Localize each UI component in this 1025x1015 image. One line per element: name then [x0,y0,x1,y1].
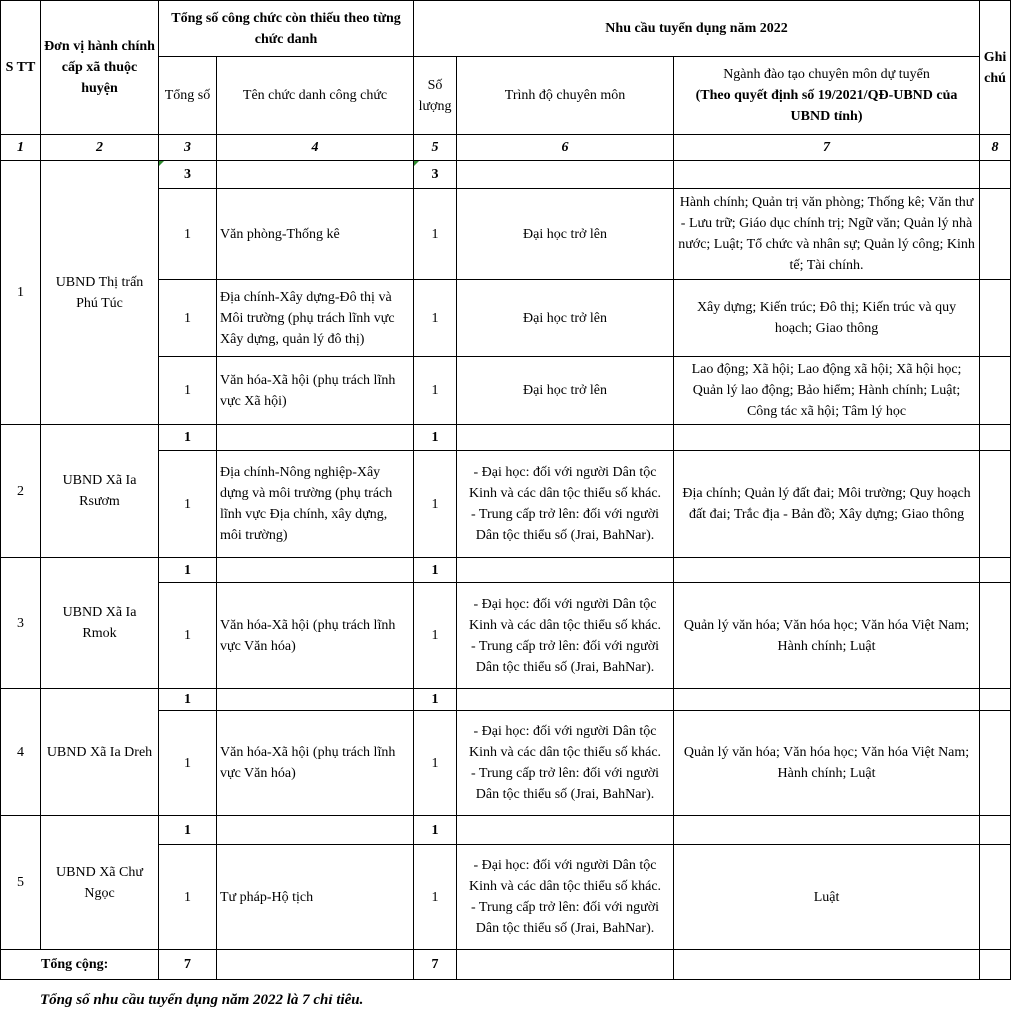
unit-stt: 2 [1,425,41,558]
position-count: 1 [159,189,217,280]
position-qualification: Đại học trở lên [457,357,674,425]
header-position-name: Tên chức danh công chức [217,57,414,135]
header-shortage-group: Tổng số công chức còn thiếu theo từng chức danh [159,1,414,57]
unit-total: 1 [159,558,217,583]
position-major: Luật [674,845,980,950]
empty-cell [457,558,674,583]
unit-total: 3 [159,161,217,189]
position-major: Hành chính; Quản trị văn phòng; Thống kê; Văn thư - Lưu trữ; Giáo dục chính trị; Ngữ văn; Quản lý nhà nước; Luật; Tổ chức và nhân sự; Quản lý công; Kinh tế; Tài chính. [674,189,980,280]
unit-stt: 5 [1,816,41,950]
col-number: 7 [674,135,980,161]
position-name: Địa chính-Xây dựng-Đô thị và Môi trường (phụ trách lĩnh vực Xây dựng, quản lý đô thị) [217,280,414,357]
empty-cell [980,425,1011,451]
totals-label: Tổng cộng: [1,950,159,980]
position-qty: 1 [414,357,457,425]
position-name: Địa chính-Nông nghiệp-Xây dựng và môi trường (phụ trách lĩnh vực Địa chính, xây dựng, môi trường) [217,451,414,558]
empty-cell [980,689,1011,711]
position-count: 1 [159,583,217,689]
empty-cell [674,161,980,189]
empty-cell [980,189,1011,280]
unit-total: 1 [159,816,217,845]
footnote: Tổng số nhu cầu tuyển dụng năm 2022 là 7 chỉ tiêu. [40,992,364,1008]
unit-qty-total: 1 [414,425,457,451]
position-qty: 1 [414,845,457,950]
empty-cell [217,425,414,451]
position-count: 1 [159,280,217,357]
qualification-university: - Đại học: đối với người Dân tộc Kinh và các dân tộc thiểu số khác. [468,724,662,760]
position-qualification: Đại học trở lên [457,189,674,280]
empty-cell [980,845,1011,950]
qualification-intermediate: - Trung cấp trở lên: đối với người Dân tộc thiểu số (Jrai, BahNar). [470,638,660,675]
empty-cell [457,161,674,189]
empty-cell [980,280,1011,357]
position-name: Văn hóa-Xã hội (phụ trách lĩnh vực Văn hóa) [217,583,414,689]
position-major: Quản lý văn hóa; Văn hóa học; Văn hóa Việt Nam; Hành chính; Luật [674,583,980,689]
empty-cell [980,816,1011,845]
position-qualification [457,451,674,558]
position-name: Văn hóa-Xã hội (phụ trách lĩnh vực Xã hội) [217,357,414,425]
empty-cell [674,425,980,451]
empty-cell [980,451,1011,558]
empty-cell [980,583,1011,689]
qualification-university: - Đại học: đối với người Dân tộc Kinh và các dân tộc thiểu số khác. [468,596,662,633]
position-major: Địa chính; Quản lý đất đai; Môi trường; Quy hoạch đất đai; Trắc địa - Bản đồ; Xây dựng; Giao thông [674,451,980,558]
position-name: Văn hóa-Xã hội (phụ trách lĩnh vực Văn hóa) [217,711,414,816]
position-count: 1 [159,357,217,425]
unit-stt: 4 [1,689,41,816]
empty-cell [674,816,980,845]
empty-cell [217,950,414,980]
totals-qty: 7 [414,950,457,980]
empty-cell [217,816,414,845]
unit-name: UBND Xã Ia Rsươm [41,425,159,558]
position-name: Văn phòng-Thống kê [217,189,414,280]
header-demand-group: Nhu cầu tuyển dụng năm 2022 [414,1,980,57]
col-number: 1 [1,135,41,161]
position-qty: 1 [414,189,457,280]
position-qty: 1 [414,711,457,816]
empty-cell [980,950,1011,980]
unit-name: UBND Thị trấn Phú Túc [41,161,159,425]
qualification-university: - Đại học: đối với người Dân tộc Kinh và các dân tộc thiểu số khác. [468,858,662,894]
qualification-intermediate: - Trung cấp trở lên: đối với người Dân tộc thiểu số (Jrai, BahNar). [470,766,660,802]
empty-cell [674,689,980,711]
position-name: Tư pháp-Hộ tịch [217,845,414,950]
position-count: 1 [159,845,217,950]
position-qualification [457,845,674,950]
unit-stt: 3 [1,558,41,689]
qualification-intermediate: - Trung cấp trở lên: đối với người Dân tộc thiểu số (Jrai, BahNar). [470,900,660,936]
empty-cell [217,689,414,711]
unit-total: 1 [159,689,217,711]
empty-cell [980,161,1011,189]
col-number: 5 [414,135,457,161]
header-unit: Đơn vị hành chính cấp xã thuộc huyện [41,1,159,135]
empty-cell [217,161,414,189]
unit-qty-total: 3 [414,161,457,189]
empty-cell [980,357,1011,425]
totals-total: 7 [159,950,217,980]
col-number: 4 [217,135,414,161]
header-major-title: Ngành đào tạo chuyên môn dự tuyển [723,67,930,82]
position-major: Lao động; Xã hội; Lao động xã hội; Xã hội học; Quản lý lao động; Bảo hiểm; Hành chính; Luật; Công tác xã hội; Tâm lý học [674,357,980,425]
col-number: 3 [159,135,217,161]
position-count: 1 [159,711,217,816]
header-quantity: Số lượng [414,57,457,135]
position-count: 1 [159,451,217,558]
position-qualification: Đại học trở lên [457,280,674,357]
empty-cell [457,816,674,845]
unit-name: UBND Xã Ia Rmok [41,558,159,689]
unit-qty-total: 1 [414,689,457,711]
empty-cell [980,558,1011,583]
col-number: 2 [41,135,159,161]
empty-cell [457,950,674,980]
position-qualification [457,711,674,816]
unit-name: UBND Xã Chư Ngọc [41,816,159,950]
unit-qty-total: 1 [414,558,457,583]
header-stt: S TT [1,1,41,135]
empty-cell [457,689,674,711]
empty-cell [674,558,980,583]
position-qty: 1 [414,280,457,357]
header-qualification: Trình độ chuyên môn [457,57,674,135]
position-major: Xây dựng; Kiến trúc; Đô thị; Kiến trúc và quy hoạch; Giao thông [674,280,980,357]
header-note: Ghi chú [980,1,1011,135]
unit-name: UBND Xã Ia Dreh [41,689,159,816]
header-major-decision: (Theo quyết định số 19/2021/QĐ-UBND của UBND tỉnh) [695,88,958,124]
position-qty: 1 [414,583,457,689]
col-number: 6 [457,135,674,161]
header-total: Tổng số [159,57,217,135]
col-number: 8 [980,135,1011,161]
header-major [674,57,980,135]
unit-qty-total: 1 [414,816,457,845]
empty-cell [980,711,1011,816]
empty-cell [217,558,414,583]
position-qualification [457,583,674,689]
unit-total: 1 [159,425,217,451]
empty-cell [457,425,674,451]
unit-stt: 1 [1,161,41,425]
empty-cell [674,950,980,980]
position-major: Quản lý văn hóa; Văn hóa học; Văn hóa Việt Nam; Hành chính; Luật [674,711,980,816]
qualification-university: - Đại học: đối với người Dân tộc Kinh và các dân tộc thiểu số khác. [468,465,662,501]
position-qty: 1 [414,451,457,558]
qualification-intermediate: - Trung cấp trở lên: đối với người Dân tộc thiểu số (Jrai, BahNar). [470,507,660,543]
